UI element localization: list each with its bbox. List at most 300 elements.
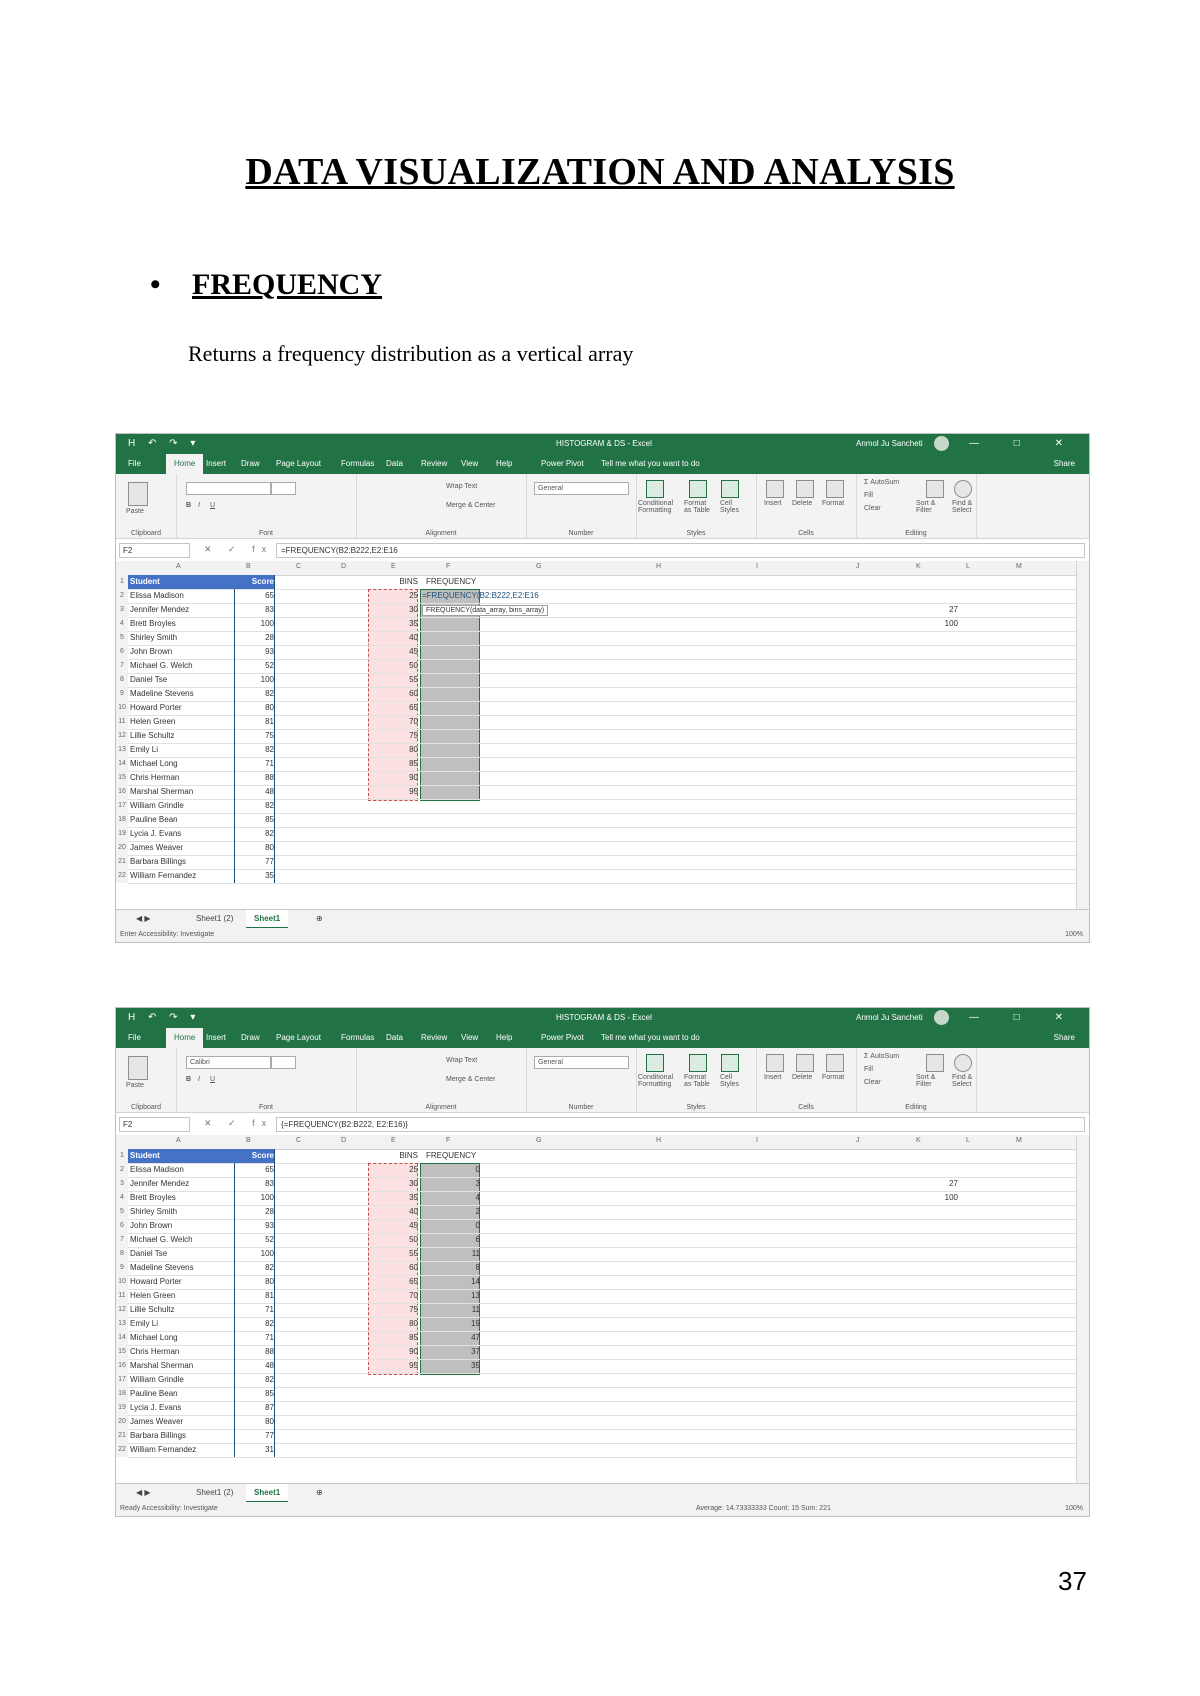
column-header[interactable]: E xyxy=(391,1137,396,1144)
row-header[interactable]: 8 xyxy=(116,673,128,687)
sheet-tab[interactable]: Sheet1 (2) xyxy=(196,914,234,923)
bins-cell[interactable]: 60 xyxy=(409,689,418,698)
bins-cell[interactable]: 45 xyxy=(409,1221,418,1230)
student-name-cell[interactable]: Shirley Smith xyxy=(128,631,235,645)
tab-help[interactable]: Help xyxy=(496,1033,513,1042)
value-cell[interactable] xyxy=(918,1387,958,1401)
search-icon[interactable] xyxy=(954,1054,972,1072)
frequency-cell[interactable] xyxy=(422,743,480,757)
sheet-tab-active[interactable]: Sheet1 xyxy=(246,910,288,929)
row-header[interactable]: 1 xyxy=(116,1149,128,1163)
student-name-cell[interactable]: Brett Broyles xyxy=(128,1191,235,1205)
row-header[interactable]: 19 xyxy=(116,1401,128,1415)
row-header[interactable]: 1 xyxy=(116,575,128,589)
underline-button[interactable]: U xyxy=(210,1076,216,1083)
worksheet-grid[interactable] xyxy=(116,1135,1076,1483)
format-cells-icon[interactable] xyxy=(826,1054,844,1072)
score-cell[interactable]: 52 xyxy=(234,1233,275,1247)
row-header[interactable]: 12 xyxy=(116,1303,128,1317)
row-header[interactable]: 21 xyxy=(116,855,128,869)
value-cell[interactable] xyxy=(918,1415,958,1429)
row-header[interactable]: 15 xyxy=(116,1345,128,1359)
value-cell[interactable] xyxy=(918,771,958,785)
frequency-cell[interactable]: 19 xyxy=(471,1319,480,1328)
row-header[interactable]: 20 xyxy=(116,1415,128,1429)
student-name-cell[interactable]: Pauline Bean xyxy=(128,813,235,827)
avatar[interactable] xyxy=(934,1010,949,1025)
value-cell[interactable] xyxy=(918,1289,958,1303)
tab-page-layout[interactable]: Page Layout xyxy=(276,459,321,468)
row-header[interactable]: 13 xyxy=(116,743,128,757)
student-name-cell[interactable]: Lycia J. Evans xyxy=(128,1401,235,1415)
row-header[interactable]: 2 xyxy=(116,1163,128,1177)
row-header[interactable]: 3 xyxy=(116,1177,128,1191)
formula-input[interactable]: {=FREQUENCY(B2:B222, E2:E16)} xyxy=(276,1117,1085,1132)
value-cell[interactable] xyxy=(918,659,958,673)
score-cell[interactable]: 100 xyxy=(234,617,275,631)
fx-icon[interactable]: ✕ ✓ fx xyxy=(204,1118,274,1128)
frequency-cell[interactable]: 11 xyxy=(471,1305,480,1314)
value-cell[interactable] xyxy=(918,855,958,869)
sheet-nav-arrows[interactable]: ◀ ▶ xyxy=(136,1488,151,1497)
value-cell[interactable] xyxy=(918,631,958,645)
student-name-cell[interactable]: William Grindle xyxy=(128,799,235,813)
score-cell[interactable]: 35 xyxy=(234,869,275,883)
bins-cell[interactable]: 65 xyxy=(409,1277,418,1286)
student-name-cell[interactable]: Lillie Schultz xyxy=(128,1303,235,1317)
bins-cell[interactable]: 75 xyxy=(409,1305,418,1314)
bins-cell[interactable] xyxy=(380,1387,418,1401)
format-cells-icon[interactable] xyxy=(826,480,844,498)
bins-cell[interactable]: 85 xyxy=(409,759,418,768)
bins-cell[interactable]: 95 xyxy=(409,1361,418,1370)
add-sheet-icon[interactable]: ⊕ xyxy=(316,914,323,923)
header-frequency[interactable]: FREQUENCY xyxy=(426,1151,477,1160)
row-header[interactable]: 18 xyxy=(116,813,128,827)
row-header[interactable]: 22 xyxy=(116,1443,128,1457)
quick-access-toolbar[interactable]: H ↶ ↷ ▾ xyxy=(128,1012,201,1023)
column-header[interactable]: L xyxy=(966,563,970,570)
frequency-cell[interactable] xyxy=(422,757,480,771)
student-name-cell[interactable]: William Fernandez xyxy=(128,869,235,883)
font-size-dropdown[interactable] xyxy=(271,1056,296,1069)
column-header[interactable]: H xyxy=(656,563,662,570)
frequency-cell[interactable]: 37 xyxy=(471,1347,480,1356)
share-button[interactable]: Share xyxy=(1053,459,1075,468)
score-cell[interactable]: 80 xyxy=(234,1275,275,1289)
bold-button[interactable]: B xyxy=(186,502,192,509)
number-format-dropdown[interactable]: General xyxy=(534,1056,629,1069)
student-name-cell[interactable]: Chris Herman xyxy=(128,1345,235,1359)
zoom-level[interactable]: 100% xyxy=(1065,1505,1083,1512)
score-cell[interactable]: 82 xyxy=(234,743,275,757)
bins-cell[interactable]: 95 xyxy=(409,787,418,796)
bins-cell[interactable]: 30 xyxy=(409,605,418,614)
student-name-cell[interactable]: Shirley Smith xyxy=(128,1205,235,1219)
score-cell[interactable]: 71 xyxy=(234,1331,275,1345)
format-as-table-icon[interactable] xyxy=(689,480,707,498)
tab-page-layout[interactable]: Page Layout xyxy=(276,1033,321,1042)
student-name-cell[interactable]: John Brown xyxy=(128,1219,235,1233)
header-score[interactable]: Score xyxy=(234,1149,275,1163)
frequency-cell[interactable] xyxy=(422,687,480,701)
cell-styles-icon[interactable] xyxy=(721,1054,739,1072)
column-header[interactable]: K xyxy=(916,1137,921,1144)
value-cell[interactable] xyxy=(918,1317,958,1331)
frequency-cell[interactable] xyxy=(422,1415,480,1429)
value-cell[interactable]: 27 xyxy=(949,1179,958,1188)
user-name[interactable]: Anmol Ju Sancheti xyxy=(856,1013,923,1022)
frequency-cell[interactable]: 6 xyxy=(475,1235,480,1244)
student-name-cell[interactable]: James Weaver xyxy=(128,1415,235,1429)
frequency-cell[interactable]: 13 xyxy=(471,1291,480,1300)
student-name-cell[interactable]: Howard Porter xyxy=(128,701,235,715)
student-name-cell[interactable]: Barbara Billings xyxy=(128,855,235,869)
bins-cell[interactable]: 70 xyxy=(409,717,418,726)
bins-cell[interactable]: 45 xyxy=(409,647,418,656)
frequency-cell[interactable]: 47 xyxy=(471,1333,480,1342)
column-header[interactable]: G xyxy=(536,563,542,570)
value-cell[interactable] xyxy=(918,869,958,883)
score-cell[interactable]: 80 xyxy=(234,841,275,855)
student-name-cell[interactable]: Brett Broyles xyxy=(128,617,235,631)
frequency-cell[interactable] xyxy=(422,631,480,645)
tab-file[interactable]: File xyxy=(128,459,141,468)
value-cell[interactable] xyxy=(918,743,958,757)
value-cell[interactable] xyxy=(918,1345,958,1359)
font-size-dropdown[interactable] xyxy=(271,482,296,495)
student-name-cell[interactable]: Jennifer Mendez xyxy=(128,603,235,617)
row-header[interactable]: 5 xyxy=(116,1205,128,1219)
bins-cell[interactable] xyxy=(380,1443,418,1457)
row-header[interactable]: 16 xyxy=(116,1359,128,1373)
frequency-cell[interactable]: 4 xyxy=(475,1193,480,1202)
frequency-cell[interactable] xyxy=(422,855,480,869)
format-as-table-icon[interactable] xyxy=(689,1054,707,1072)
row-header[interactable]: 2 xyxy=(116,589,128,603)
row-header[interactable]: 4 xyxy=(116,1191,128,1205)
column-header[interactable]: I xyxy=(756,1137,758,1144)
student-name-cell[interactable]: William Grindle xyxy=(128,1373,235,1387)
tab-power-pivot[interactable]: Power Pivot xyxy=(541,1033,584,1042)
score-cell[interactable]: 65 xyxy=(234,589,275,603)
value-cell[interactable]: 27 xyxy=(949,605,958,614)
value-cell[interactable] xyxy=(918,1429,958,1443)
wrap-text-button[interactable]: Wrap Text xyxy=(446,483,478,490)
student-name-cell[interactable]: Lillie Schultz xyxy=(128,729,235,743)
window-controls[interactable]: — □ ✕ xyxy=(969,438,1079,449)
score-cell[interactable]: 83 xyxy=(234,603,275,617)
score-cell[interactable]: 100 xyxy=(234,673,275,687)
frequency-cell[interactable] xyxy=(422,813,480,827)
autosum-button[interactable]: Σ AutoSum xyxy=(864,479,900,486)
score-cell[interactable]: 82 xyxy=(234,799,275,813)
column-header[interactable]: E xyxy=(391,563,396,570)
tab-draw[interactable]: Draw xyxy=(241,1033,260,1042)
underline-button[interactable]: U xyxy=(210,502,216,509)
score-cell[interactable]: 48 xyxy=(234,785,275,799)
score-cell[interactable]: 93 xyxy=(234,645,275,659)
bins-cell[interactable]: 80 xyxy=(409,1319,418,1328)
tab-draw[interactable]: Draw xyxy=(241,459,260,468)
bins-cell[interactable]: 90 xyxy=(409,1347,418,1356)
value-cell[interactable] xyxy=(918,673,958,687)
tab-review[interactable]: Review xyxy=(421,459,448,468)
score-cell[interactable]: 88 xyxy=(234,771,275,785)
bins-cell[interactable]: 50 xyxy=(409,661,418,670)
row-header[interactable]: 9 xyxy=(116,1261,128,1275)
bins-cell[interactable]: 35 xyxy=(409,1193,418,1202)
tab-data[interactable]: Data xyxy=(386,1033,403,1042)
student-name-cell[interactable]: Helen Green xyxy=(128,715,235,729)
quick-access-toolbar[interactable]: H ↶ ↷ ▾ xyxy=(128,438,201,449)
score-cell[interactable]: 31 xyxy=(234,1443,275,1457)
value-cell[interactable] xyxy=(918,1443,958,1457)
value-cell[interactable] xyxy=(918,841,958,855)
bins-cell[interactable]: 30 xyxy=(409,1179,418,1188)
value-cell[interactable] xyxy=(918,1163,958,1177)
row-header[interactable]: 11 xyxy=(116,715,128,729)
value-cell[interactable] xyxy=(918,1303,958,1317)
value-cell[interactable] xyxy=(918,1247,958,1261)
bins-cell[interactable] xyxy=(380,827,418,841)
bins-cell[interactable] xyxy=(380,855,418,869)
bins-cell[interactable]: 55 xyxy=(409,1249,418,1258)
student-name-cell[interactable]: Lycia J. Evans xyxy=(128,827,235,841)
fx-icon[interactable]: ✕ ✓ fx xyxy=(204,544,274,554)
tab-power-pivot[interactable]: Power Pivot xyxy=(541,459,584,468)
number-format-dropdown[interactable]: General xyxy=(534,482,629,495)
score-cell[interactable]: 81 xyxy=(234,1289,275,1303)
row-header[interactable]: 20 xyxy=(116,841,128,855)
row-header[interactable]: 6 xyxy=(116,1219,128,1233)
bins-cell[interactable]: 35 xyxy=(409,619,418,628)
score-cell[interactable]: 65 xyxy=(234,1163,275,1177)
zoom-level[interactable]: 100% xyxy=(1065,931,1083,938)
row-header[interactable]: 7 xyxy=(116,659,128,673)
value-cell[interactable] xyxy=(918,1261,958,1275)
bins-cell[interactable]: 50 xyxy=(409,1235,418,1244)
value-cell[interactable] xyxy=(918,715,958,729)
row-header[interactable]: 10 xyxy=(116,1275,128,1289)
header-bins[interactable]: BINS xyxy=(399,1151,418,1160)
tab-review[interactable]: Review xyxy=(421,1033,448,1042)
bins-cell[interactable]: 40 xyxy=(409,633,418,642)
score-cell[interactable]: 82 xyxy=(234,1373,275,1387)
conditional-formatting-icon[interactable] xyxy=(646,1054,664,1072)
bins-cell[interactable]: 85 xyxy=(409,1333,418,1342)
value-cell[interactable] xyxy=(918,1401,958,1415)
row-header[interactable]: 13 xyxy=(116,1317,128,1331)
row-header[interactable]: 11 xyxy=(116,1289,128,1303)
delete-cells-icon[interactable] xyxy=(796,480,814,498)
header-frequency[interactable]: FREQUENCY xyxy=(426,577,477,586)
frequency-cell[interactable] xyxy=(422,841,480,855)
cell-styles-icon[interactable] xyxy=(721,480,739,498)
value-cell[interactable]: 100 xyxy=(944,619,958,628)
header-bins[interactable]: BINS xyxy=(399,577,418,586)
student-name-cell[interactable]: Pauline Bean xyxy=(128,1387,235,1401)
bins-cell[interactable]: 65 xyxy=(409,703,418,712)
frequency-cell[interactable]: 35 xyxy=(471,1361,480,1370)
column-header[interactable]: J xyxy=(856,1137,860,1144)
bins-cell[interactable]: 75 xyxy=(409,731,418,740)
name-box[interactable]: F2 xyxy=(119,543,190,558)
row-header[interactable]: 17 xyxy=(116,1373,128,1387)
column-header[interactable]: B xyxy=(246,563,251,570)
column-header[interactable]: I xyxy=(756,563,758,570)
score-cell[interactable]: 82 xyxy=(234,1261,275,1275)
frequency-cell[interactable] xyxy=(422,1373,480,1387)
column-header[interactable]: J xyxy=(856,563,860,570)
tab-insert[interactable]: Insert xyxy=(206,1033,227,1042)
student-name-cell[interactable]: Marshal Sherman xyxy=(128,1359,235,1373)
tab-view[interactable]: View xyxy=(461,1033,479,1042)
bins-cell[interactable] xyxy=(380,869,418,883)
tab-home[interactable]: Home xyxy=(166,454,203,474)
column-header[interactable]: L xyxy=(966,1137,970,1144)
score-cell[interactable]: 52 xyxy=(234,659,275,673)
row-header[interactable]: 14 xyxy=(116,757,128,771)
row-header[interactable]: 7 xyxy=(116,1233,128,1247)
student-name-cell[interactable]: Jennifer Mendez xyxy=(128,1177,235,1191)
sort-filter-icon[interactable] xyxy=(926,480,944,498)
student-name-cell[interactable]: Michael G. Welch xyxy=(128,1233,235,1247)
bins-cell[interactable] xyxy=(380,1401,418,1415)
value-cell[interactable] xyxy=(918,701,958,715)
tab-tell-me-what-you-want-to-do[interactable]: Tell me what you want to do xyxy=(601,1033,700,1042)
frequency-cell[interactable] xyxy=(422,827,480,841)
value-cell[interactable] xyxy=(918,1373,958,1387)
tab-tell-me-what-you-want-to-do[interactable]: Tell me what you want to do xyxy=(601,459,700,468)
fill-button[interactable]: Fill xyxy=(864,1066,873,1073)
sheet-nav-arrows[interactable]: ◀ ▶ xyxy=(136,914,151,923)
column-header[interactable]: M xyxy=(1016,1137,1022,1144)
frequency-cell[interactable]: 3 xyxy=(475,1179,480,1188)
column-header[interactable]: H xyxy=(656,1137,662,1144)
bins-cell[interactable]: 60 xyxy=(409,1263,418,1272)
student-name-cell[interactable]: Michael Long xyxy=(128,1331,235,1345)
row-header[interactable]: 22 xyxy=(116,869,128,883)
student-name-cell[interactable]: Elissa Madison xyxy=(128,1163,235,1177)
column-header[interactable]: F xyxy=(446,563,451,570)
tab-file[interactable]: File xyxy=(128,1033,141,1042)
row-header[interactable]: 5 xyxy=(116,631,128,645)
insert-cells-icon[interactable] xyxy=(766,1054,784,1072)
score-cell[interactable]: 77 xyxy=(234,1429,275,1443)
delete-cells-icon[interactable] xyxy=(796,1054,814,1072)
font-name-dropdown[interactable]: Calibri xyxy=(186,1056,271,1069)
student-name-cell[interactable]: William Fernandez xyxy=(128,1443,235,1457)
wrap-text-button[interactable]: Wrap Text xyxy=(446,1057,478,1064)
merge-center-button[interactable]: Merge & Center xyxy=(446,502,496,509)
frequency-cell[interactable]: =FREQUENCY(B2:B222,E2:E16 xyxy=(422,591,539,600)
column-header[interactable]: G xyxy=(536,1137,542,1144)
score-cell[interactable]: 28 xyxy=(234,1205,275,1219)
row-header[interactable]: 3 xyxy=(116,603,128,617)
score-cell[interactable]: 93 xyxy=(234,1219,275,1233)
row-header[interactable]: 6 xyxy=(116,645,128,659)
bins-cell[interactable]: 25 xyxy=(409,1165,418,1174)
frequency-cell[interactable] xyxy=(422,729,480,743)
column-header[interactable]: C xyxy=(296,1137,302,1144)
score-cell[interactable]: 80 xyxy=(234,1415,275,1429)
insert-cells-icon[interactable] xyxy=(766,480,784,498)
italic-button[interactable]: I xyxy=(198,1076,200,1083)
frequency-cell[interactable] xyxy=(422,673,480,687)
bins-cell[interactable]: 40 xyxy=(409,1207,418,1216)
tab-data[interactable]: Data xyxy=(386,459,403,468)
frequency-cell[interactable] xyxy=(422,1429,480,1443)
score-cell[interactable]: 28 xyxy=(234,631,275,645)
value-cell[interactable] xyxy=(918,729,958,743)
header-student[interactable]: Student xyxy=(128,1149,235,1163)
student-name-cell[interactable]: Daniel Tse xyxy=(128,673,235,687)
bins-cell[interactable] xyxy=(380,813,418,827)
score-cell[interactable]: 82 xyxy=(234,687,275,701)
student-name-cell[interactable]: James Weaver xyxy=(128,841,235,855)
frequency-cell[interactable] xyxy=(422,771,480,785)
value-cell[interactable] xyxy=(918,813,958,827)
frequency-cell[interactable] xyxy=(422,715,480,729)
score-cell[interactable]: 80 xyxy=(234,701,275,715)
clear-button[interactable]: Clear xyxy=(864,505,881,512)
row-header[interactable]: 18 xyxy=(116,1387,128,1401)
column-header[interactable]: B xyxy=(246,1137,251,1144)
bins-cell[interactable]: 90 xyxy=(409,773,418,782)
student-name-cell[interactable]: Madeline Stevens xyxy=(128,1261,235,1275)
bins-cell[interactable] xyxy=(380,799,418,813)
user-name[interactable]: Anmol Ju Sancheti xyxy=(856,439,923,448)
score-cell[interactable]: 77 xyxy=(234,855,275,869)
share-button[interactable]: Share xyxy=(1053,1033,1075,1042)
value-cell[interactable] xyxy=(918,757,958,771)
value-cell[interactable] xyxy=(918,799,958,813)
vertical-scrollbar[interactable] xyxy=(1076,561,1089,909)
frequency-cell[interactable]: 2 xyxy=(475,1207,480,1216)
avatar[interactable] xyxy=(934,436,949,451)
value-cell[interactable]: 100 xyxy=(944,1193,958,1202)
paste-icon[interactable] xyxy=(128,1056,148,1080)
frequency-cell[interactable]: 11 xyxy=(471,1249,480,1258)
score-cell[interactable]: 71 xyxy=(234,1303,275,1317)
row-header[interactable]: 4 xyxy=(116,617,128,631)
bins-cell[interactable]: 55 xyxy=(409,675,418,684)
student-name-cell[interactable]: Howard Porter xyxy=(128,1275,235,1289)
bins-cell[interactable] xyxy=(380,1373,418,1387)
value-cell[interactable] xyxy=(918,645,958,659)
bold-button[interactable]: B xyxy=(186,1076,192,1083)
bins-cell[interactable]: 25 xyxy=(409,591,418,600)
window-controls[interactable]: — □ ✕ xyxy=(969,1012,1079,1023)
row-header[interactable]: 16 xyxy=(116,785,128,799)
name-box[interactable]: F2 xyxy=(119,1117,190,1132)
score-cell[interactable]: 87 xyxy=(234,1401,275,1415)
bins-cell[interactable]: 80 xyxy=(409,745,418,754)
score-cell[interactable]: 100 xyxy=(234,1191,275,1205)
frequency-cell[interactable]: 14 xyxy=(471,1277,480,1286)
formula-input[interactable]: =FREQUENCY(B2:B222,E2:E16 xyxy=(276,543,1085,558)
tab-help[interactable]: Help xyxy=(496,459,513,468)
score-cell[interactable]: 71 xyxy=(234,757,275,771)
score-cell[interactable]: 48 xyxy=(234,1359,275,1373)
row-header[interactable]: 9 xyxy=(116,687,128,701)
score-cell[interactable]: 82 xyxy=(234,827,275,841)
row-header[interactable]: 12 xyxy=(116,729,128,743)
tab-insert[interactable]: Insert xyxy=(206,459,227,468)
add-sheet-icon[interactable]: ⊕ xyxy=(316,1488,323,1497)
italic-button[interactable]: I xyxy=(198,502,200,509)
